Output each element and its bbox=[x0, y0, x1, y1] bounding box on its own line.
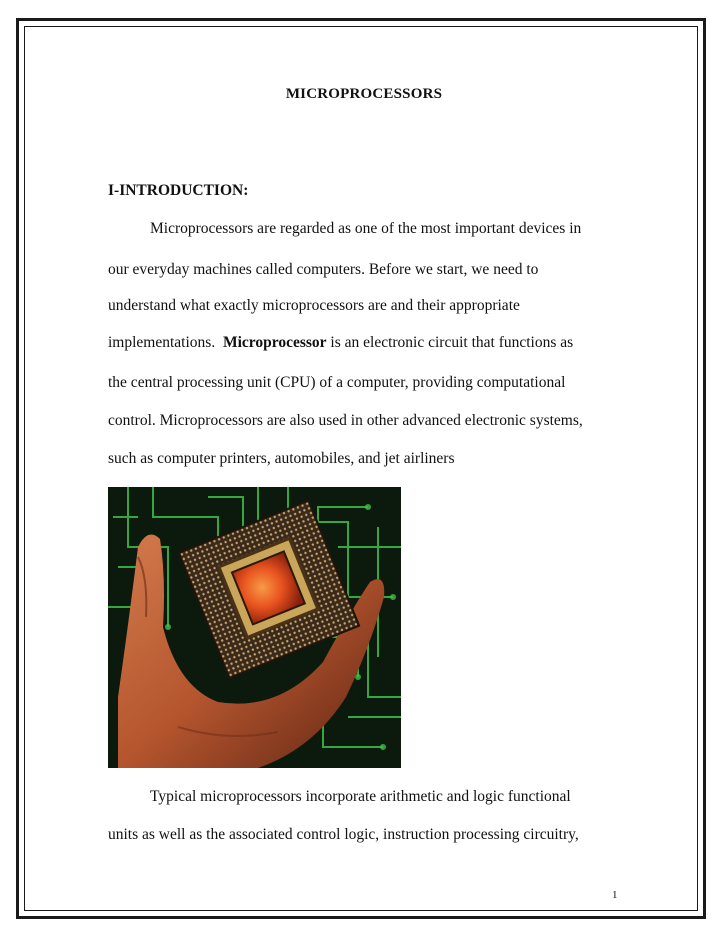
microprocessor-photo bbox=[108, 487, 401, 768]
paragraph-line: units as well as the associated control logic, instruction processing circuitry, bbox=[108, 826, 579, 843]
paragraph-line: our everyday machines called computers. Before we start, we need to bbox=[108, 261, 539, 278]
paragraph-line: control. Microprocessors are also used in other advanced electronic systems, bbox=[108, 412, 583, 429]
paragraph-line: Microprocessors are regarded as one of the most important devices in bbox=[150, 220, 582, 237]
text-run: implementations. bbox=[108, 334, 223, 351]
paragraph-line: the central processing unit (CPU) of a computer, providing computational bbox=[108, 374, 566, 391]
page-border-inner bbox=[24, 26, 698, 911]
text-run: is an electronic circuit that functions as bbox=[326, 334, 574, 351]
microprocessor-illustration bbox=[108, 487, 401, 768]
paragraph-line: Typical microprocessors incorporate arithmetic and logic functional bbox=[150, 788, 571, 805]
bold-term: Microprocessor bbox=[222, 334, 327, 351]
paragraph-line bbox=[108, 334, 573, 352]
document-title: MICROPROCESSORS bbox=[285, 86, 443, 102]
section-heading: I-INTRODUCTION: bbox=[108, 182, 249, 199]
page-number: 1 bbox=[612, 889, 618, 901]
paragraph-line: such as computer printers, automobiles, and jet airliners bbox=[108, 450, 455, 467]
paragraph-line: understand what exactly microprocessors are and their appropriate bbox=[108, 297, 520, 314]
